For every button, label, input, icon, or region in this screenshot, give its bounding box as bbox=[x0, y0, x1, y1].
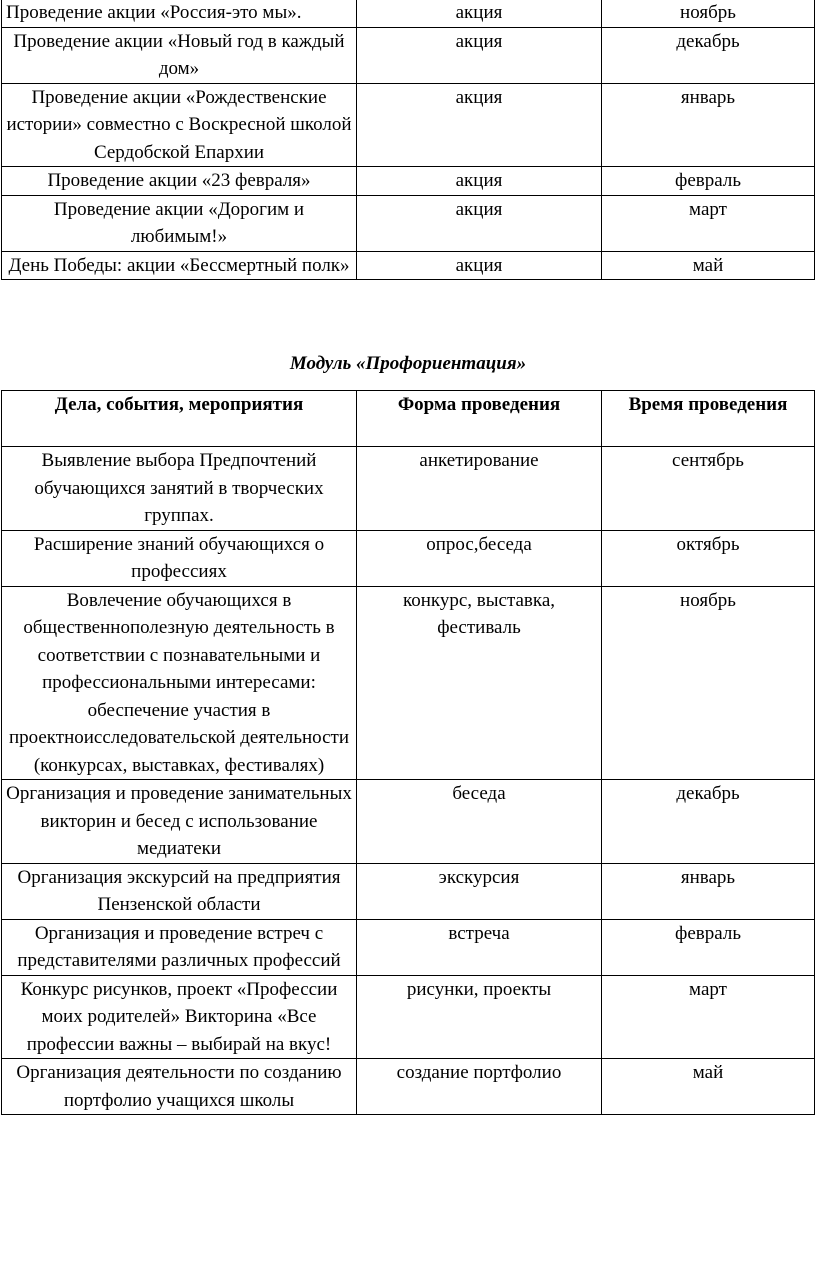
table-row bbox=[2, 27, 815, 83]
activity-cell: Проведение акции «Новый год в каждый дом» bbox=[2, 27, 357, 83]
activity-cell: Конкурс рисунков, проект «Профессии моих родителей» Викторина «Все профессии важны – выбирай на вкус! bbox=[2, 975, 357, 1059]
activity-cell: Организация и проведение занимательных викторин и бесед с использование медиатеки bbox=[2, 780, 357, 864]
table-row bbox=[2, 83, 815, 167]
form-cell: беседа bbox=[357, 780, 602, 864]
form-cell: акция bbox=[357, 83, 602, 167]
activity-cell: Организация деятельности по созданию портфолио учащихся школы bbox=[2, 1059, 357, 1115]
table-header-row bbox=[2, 391, 815, 447]
form-cell: создание портфолио bbox=[357, 1059, 602, 1115]
activity-cell: Выявление выбора Предпочтений обучающихся занятий в творческих группах. bbox=[2, 447, 357, 531]
table-row bbox=[2, 1059, 815, 1115]
form-cell: акция bbox=[357, 27, 602, 83]
time-cell: декабрь bbox=[602, 27, 815, 83]
table-row bbox=[2, 0, 815, 27]
form-cell: опрос,беседа bbox=[357, 530, 602, 586]
form-cell: акция bbox=[357, 0, 602, 27]
table-row bbox=[2, 251, 815, 280]
header-time: Время проведения bbox=[602, 391, 815, 447]
form-cell: экскурсия bbox=[357, 863, 602, 919]
activity-cell: День Победы: акции «Бессмертный полк» bbox=[2, 251, 357, 280]
form-cell: акция bbox=[357, 251, 602, 280]
time-cell: май bbox=[602, 251, 815, 280]
activity-cell: Проведение акции «23 февраля» bbox=[2, 167, 357, 196]
activity-cell: Вовлечение обучающихся в общественнополезную деятельность в соответствии с познавательными и профессиональными интересами: обеспечение участия в проектноисследовательской деятельности (конкурсах, выставках, фестивалях) bbox=[2, 586, 357, 780]
table-row bbox=[2, 167, 815, 196]
header-activity: Дела, события, мероприятия bbox=[2, 391, 357, 447]
table-row bbox=[2, 586, 815, 780]
table-row bbox=[2, 195, 815, 251]
time-cell: март bbox=[602, 975, 815, 1059]
activity-cell: Организация экскурсий на предприятия Пензенской области bbox=[2, 863, 357, 919]
activity-cell: Проведение акции «Рождественские истории» совместно с Воскресной школой Сердобской Епархии bbox=[2, 83, 357, 167]
module-title: Модуль «Профориентация» bbox=[289, 353, 527, 374]
time-cell: март bbox=[602, 195, 815, 251]
header-form: Форма проведения bbox=[357, 391, 602, 447]
top-activities-table bbox=[1, 0, 815, 280]
form-cell: рисунки, проекты bbox=[357, 975, 602, 1059]
time-cell: декабрь bbox=[602, 780, 815, 864]
table-row bbox=[2, 919, 815, 975]
table-row bbox=[2, 530, 815, 586]
table-row bbox=[2, 975, 815, 1059]
form-cell: встреча bbox=[357, 919, 602, 975]
time-cell: январь bbox=[602, 83, 815, 167]
table-row bbox=[2, 447, 815, 531]
time-cell: сентябрь bbox=[602, 447, 815, 531]
activity-cell: Организация и проведение встреч с представителями различных профессий bbox=[2, 919, 357, 975]
time-cell: ноябрь bbox=[602, 586, 815, 780]
activity-cell: Проведение акции «Россия-это мы». bbox=[2, 0, 357, 27]
time-cell: февраль bbox=[602, 167, 815, 196]
activity-cell: Проведение акции «Дорогим и любимым!» bbox=[2, 195, 357, 251]
time-cell: май bbox=[602, 1059, 815, 1115]
time-cell: январь bbox=[602, 863, 815, 919]
form-cell: конкурс, выставка, фестиваль bbox=[357, 586, 602, 780]
table-row bbox=[2, 863, 815, 919]
time-cell: ноябрь bbox=[602, 0, 815, 27]
table-row bbox=[2, 780, 815, 864]
time-cell: октябрь bbox=[602, 530, 815, 586]
activity-cell: Расширение знаний обучающихся о профессиях bbox=[2, 530, 357, 586]
form-cell: акция bbox=[357, 195, 602, 251]
form-cell: анкетирование bbox=[357, 447, 602, 531]
career-guidance-table bbox=[1, 390, 815, 1115]
time-cell: февраль bbox=[602, 919, 815, 975]
form-cell: акция bbox=[357, 167, 602, 196]
